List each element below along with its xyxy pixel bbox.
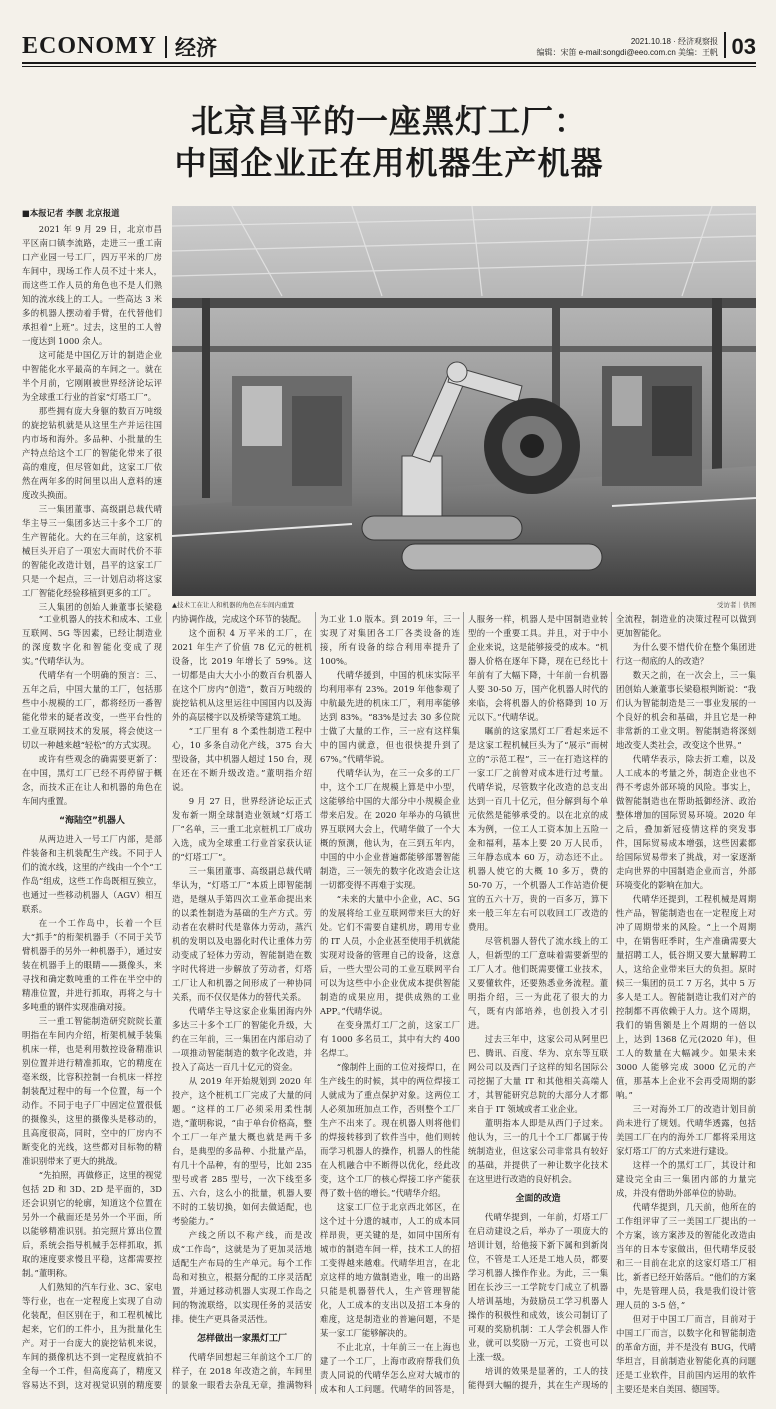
paragraph: 尽管机器人替代了流水线上的工人，但新型的工厂意味着需要新型的工厂人才。他们既需要懂工业技术，又要懂软件，还要熟悉业务流程。董明指介绍，三一为此花了很大的力气，既有内部培养，也创投入才引进。 [468, 936, 608, 1030]
section-name-cn: 经济 [175, 35, 217, 60]
photo-caption [172, 598, 756, 612]
column-rule [166, 612, 167, 1394]
masthead-meta [537, 36, 719, 58]
paragraph: “像制件上面的工位对接焊口，在生产线生的时候，其中的两位焊接工人就成为了重点保护对象。这两位工人必须加班加点工作，否则整个工厂生产不出来了。现在机器人则将他们的焊接转移到了软件当中，他们则转而学习机器人的操作，机器人的性能在人机融合中不断得以优化，经此改变，这个工厂的核心焊接工序产能获得了数十倍的增长。”代晴华介绍。 [320, 1062, 460, 1198]
page-number: 03 [731, 34, 756, 59]
paragraph: 人服务一样，机器人是中国制造业转型的一个重要工具。并且，对于中小企业来说，这是能够接受的成本。“机器人价格在逐年下降，现在已经比十年前有了大幅下降，十年前一台机器人要 30-50 万，国产化机器人时代的来临，会将机器人的价格降到 10 万元以下。”代晴华说。 [468, 614, 608, 722]
date-line: 2021.10.18 · 经济观察报 [630, 37, 719, 46]
paragraph: 内协调作战，完成这个环节的装配。 [172, 614, 306, 624]
paragraph: 董明指本人即是从西门子过来。他认为，三一的几十个工厂都属于传统制造业，但这家公司非常具有较好的基础，并提供了一种让数字化技术在这里进行改造的良好机会。 [468, 1118, 608, 1184]
paragraph: 代晴华回想起三年前这个工厂的样子，在 2018 年改造之前，车间里的景象一眼看去杂乱无章，推满物料 [172, 1352, 312, 1390]
photo-credit: 受访者｜供图 [717, 601, 756, 609]
paragraph: 不止北京，十年前三一在上海也建了一个工厂，上海市政府帮我们负责人同说的代晴华怎么应对大城市的成本和人工问题。代晴华的回答是， [320, 1342, 460, 1394]
paragraph: 代晴华认为，在三一众多的工厂中，这个工厂在规模上算是中小型，这能够给中国的大部分中小规模企业带来启发。在 2020 年举办的乌镇世界互联网大会上，代晴华做了一个大概的预测，他认为，在三到五年内，中国的中小企业普遍都能够部署智能制造，三一领先的数字化改造会让这一切都变得不再难于实现。 [320, 768, 460, 890]
factory-illustration [172, 206, 756, 596]
subheading: “海陆空”机器人 [59, 816, 125, 826]
paragraph: 三一重工智能制造研究院院长董明指在车间内介绍，桁架机械手装集机床一样，也是利用数控设备精准识别位置并进行精准抓取，它的精度在毫米级，比容积控制一台机床一样控制装配过程中的每一个位置，每一个动作。不同于电子厂中固定位置很低的摄像头，这里的摄像头是移动的，且高度很高，同时，空中的厂房内不断变化的光线，这些都对目标物的精准识别带来了更大的挑战。 [22, 1016, 162, 1166]
editor-line: 编辑：宋笛 e-mail:songdi@eeo.com.cn 美编：王帆 [536, 48, 719, 57]
section-divider [165, 36, 167, 58]
paragraph: 人们熟知的汽车行业、3C、家电等行业，也在一定程度上实现了自动化装配，但区别在于，和工程机械比起来，它们的工件小，且为批量化生产。对于一台庞大的旋挖钻机来说，车间的摄像机达不到一定程度就拍不全每一个工件，但高度高了，精度又容易达不到，这对视觉识别的精度要 [22, 1282, 162, 1390]
paragraph: 代晴华表示，除去折工难，以及人工成本的考量之外，制造企业也不得不考虑外部环境的风险。事实上，做智能制造也在帮助抵御经济、政治整体增加的国际贸易环境。2020 年之后，叠加新冠疫情这样的突发事件，国际贸易成本增强，这些因素都给国际贸易带来了挑战，对一家逐渐走向世界的中国制造企业而言，外部环境变化的影响在加大。 [616, 754, 756, 890]
byline: ■本报记者 李靓 北京报道 [22, 208, 120, 218]
paragraph: 这家工厂位于北京西北郊区，在这个过十分遗的城市，人工的成本同样昂贵，更关键的是，如同中国所有城市的制造车间一样，技术工人的招工变得越来越难。代晴华坦言，在北京这样的地方做制造业，唯一的出路只能是机器替代人，生产管理智能化，人工成本的支出以及招工本身的难度，这是制造业的普遍问题，不是某一家工厂能够解决的。 [320, 1202, 460, 1338]
section-name-en: ECONOMY [22, 33, 157, 59]
column-rule [463, 612, 464, 1394]
paragraph: 在变身黑灯工厂之前，这家工厂有 1000 多名员工，其中有大约 400 名焊工。 [320, 1020, 460, 1058]
paragraph: 三一对海外工厂的改造计划目前尚未进行了规划。代晴华透露，包括美国工厂在内的海外工厂都将采用这家灯塔工厂的方式来进行建设。 [616, 1104, 756, 1156]
masthead-right [537, 32, 756, 58]
paragraph: 三一集团董事、高级副总裁代晴华认为，“灯塔工厂”本质上即智能制造，是继从手第四次工业革命提出来的以柔性制造为基础的生产方式。劳动者在农耕时代是靠体力劳动，蒸汽机的发明以及电器化时代让重体力劳动变成了轻体力劳动，智能制造在数字时代将进一步解放了劳动者，灯塔工厂让人和机器之间形成了一种协同关系，而不仅仅是体力的替代关系。 [172, 866, 312, 1002]
caption-text: ▲技术工在让人和机器的角色在车间内重置 [172, 601, 294, 609]
paragraph: 这个面积 4 万平米的工厂，在 2021 年生产了价值 78 亿元的桩机设备，比 2019 年增长了 59%。这一切都是由大大小小的数百台机器人在这个厂房内“创造”，数百万吨级的旋挖钻机从这里运往中国国内以及海外的高层楼宇以及桥梁等建筑工地。 [172, 628, 312, 722]
paragraph: 这可能是中国亿万计的制造企业中智能化水平最高的车间之一。就在半个月前，它刚刚被世界经济论坛评为全球重工行业的首家“灯塔工厂”。 [22, 350, 162, 402]
headline-line-2: 中国企业正在用机器生产机器 [174, 144, 604, 182]
paragraph: “工厂里有 8 个柔性制造工程中心，10 多条自动化产线，375 台大型设备，其中机器人超过 150 台，现在还在不断升级改造。”董明指介绍说。 [172, 726, 312, 792]
column-rule [611, 612, 612, 1394]
headline-line-1: 北京昌平的一座黑灯工厂： [190, 102, 587, 140]
subheading: 怎样做出一家黑灯工厂 [196, 1334, 287, 1344]
article-column-4 [468, 612, 608, 1394]
headline [22, 100, 756, 184]
subheading: 全面的改造 [515, 1194, 561, 1204]
paragraph: 为工业 1.0 版本。到 2019 年，三一实现了对集团各工厂各类设备的连接，所有设备的综合利用率提升了 100%。 [320, 614, 460, 666]
paragraph: 从 2019 年开始规划到 2020 年投产，这个桩机工厂完成了大量的问题。“这样的工厂必须采用柔性制造，”董明称说，“由于单台价格高，整个工厂一年产量大概也就是两千多台，是典型的多品种、小批量产品，有几十个品种，有的型号，比如 235 型号或者 285 型号，一次下线至多五、六台，这么小的批量，机器人要不时的工装切换，如何去做适配，也考验能力。” [172, 1076, 312, 1226]
paragraph: 这样一个的黑灯工厂，其设计和建设完全由三一集团内部的力量完成，并没有借助外部单位的协助。 [616, 1160, 756, 1198]
factory-photo [172, 206, 756, 596]
column-rule [315, 612, 316, 1394]
masthead-rule-thin [22, 66, 756, 67]
paragraph: 但对于中国工厂而言，目前对于中国工厂而言，以数字化和智能制造的革命方面，并不是没有 BUG，代晴华坦言，目前制造业智能化真的问题还是工业软件，目前国内运用的软件主要还是来自美国、德国等。 [616, 1314, 756, 1394]
paragraph: “先拍照，再做修正，这里的视觉包括 2D 和 3D、2D 是平面的，3D 还会识别它的轮廓，知道这个位置在另外一个截面还是另外一个平面，所以能够精准识别。拍完照片算出位置后，系统会指导机械手怎样抓取，抓取的速度要求慢且平稳，这都需要控制。”董明称。 [22, 1170, 162, 1278]
paragraph: 代晴华主导这家企业集团海内外多达三十多个工厂的智能化升级，大约在三年前，三一集团在内部启动了一项推动智能制造的数字化改造，并投入了高达一百几十亿元的资金。 [172, 1006, 312, 1072]
paragraph: 9 月 27 日，世界经济论坛正式发布新一期全球制造业领域“灯塔工厂”名单，三一重工北京桩机工厂成功入选，成为全球重工行业首家获认证的“灯塔工厂”。 [172, 796, 312, 862]
paragraph: 三一集团董事、高级副总裁代晴华主导三一集团多达三十多个工厂的生产智能化。大约在三年前，这家机械巨头开启了一项宏大而时代价不菲的智能化改造计划，昌平的这家工厂只是一个起点，三一计划启动将这家工厂智能化经验移植到更多的工厂。 [22, 504, 162, 598]
paragraph: “未来的大量中小企业，AC、5G 的发展将给工业互联网带来巨大的好处。它们不需要自建机房，聘用专业的 IT 人员，小企业甚至使用手机就能实现对设备的管理自己的设备，这意后，一些大型公司的工业互联网平台可以为这些中小企业优成本提供智能制造的成果应用，提供成熟的工业 APP。”代晴华说。 [320, 894, 460, 1016]
paragraph: 三人集团的创始人兼董事长梁稳 [38, 602, 162, 612]
paragraph: 从两边进入一号工厂内部，是部件装备和主机装配生产线。不同于人们的流水线，这里的产线由一个个“工作岛”组成，这些工作岛既相互独立，也通过一些移动机器人（AGV）相互联系。 [22, 834, 162, 914]
paragraph: 代晴华还提到，工程机械是周期性产品，智能制造也在一定程度上对冲了周期带来的风险。“上一个周期中，在销售旺季时，生产准确需要大量招聘工人，低谷期又要大量解聘工人，这给企业带来巨大的负担。原时候三一集团的员工 7 万名，其中 5 万多人是工人。智能制造让我们对产的控制都不再依赖于人力。这个周期，我们的销售额是上个周期的一倍以上，达到 1368 亿元(2020 年)，但工人的数量在大幅减少。如果未来 3000 人能够完成 3000 亿元的产值，那基本上企业不会再受周期的影响。” [616, 894, 756, 1100]
paragraph: 代晴华援到，中国的机床实际平均利用率有 23%。2019 年他参观了中航最先进的机床工厂，利用率能够达到 83%。“83%是过去 30 多位院士做了大量的工作，三一应有这样集中的国内就意，但也很快提升到了 67%。”代晴华说。 [320, 670, 460, 764]
article-column-1 [22, 612, 162, 1394]
paragraph: 过去三年中，这家公司从阿里巴巴、腾讯、百度、华为、京东等互联网公司以及西门子这样的知名国际公司挖掘了大量 IT 和其他相关高端人才，其智能研究总院的大部分人才都来自于 IT 领域或者工业企业。 [468, 1034, 608, 1114]
paragraph: “工业机器人的技术和成本、工业互联网、5G 等因素，已经让制造业的深度数字化和智能化变成了现实。”代晴华认为。 [22, 614, 162, 666]
paragraph: 2021 年 9 月 29 日，北京市昌平区南口镇李流路，走进三一重工南口产业园一号工厂，四万平米的厂房车间中，现场工作人员不过十来人，而这些工作人员的角色也不是人们熟知的流水线上的工人。一些高达 3 米多的机器人摆动着手臂，在代替他们承担着“上班”。过去，这里的工人曾一度达到 1000 余人。 [22, 224, 162, 346]
paragraph: 那些拥有庞大身躯的数百万吨级的旋挖钻机就是从这里生产并运往国内市场和海外。多品种、小批量的生产特点给这个工厂的智能化带来了很高的难度，但尽管如此，这家工厂依然在两年多的时间里以出人意料的速度改头换面。 [22, 406, 162, 500]
paragraph: 产线之所以不称产线，而是改成“工作岛”，这就是为了更加灵活地适配生产布局的生产单元。每个工作岛和对独立，根据分配的工序灵活配置，并通过移动机器人实现工作岛之间的物流联络，以实现任务的灵活安排。使生产更具备灵活性。 [172, 1230, 312, 1324]
masthead [22, 14, 756, 58]
paragraph: 数天之前，在一次会上，三一集团创始人兼董事长梁稳根判断说：“我们认为智能制造是三一事业发展的一个良好的机会和基础，并且它是一种非常新的工业文明。智能制造将深刻地改变人类社会，改变这个世界。” [616, 670, 756, 750]
paragraph: 代晴华提到，几天前，他所在的工作组评审了三一美国工厂提出的一个方案，该方案涉及的智能化改造由当年的日本专家做出，但代晴华反驳和三一目前在北京的这家灯塔工厂相比，新者已经开始落后。“他们的方案中，先是管理人员，我是我们设计管理人员的 3-5 倍，” [616, 1202, 756, 1310]
page-divider [724, 32, 726, 58]
paragraph: 瞩前的这家黑灯工厂看起来远不是这家工程机械巨头为了“展示”而树立的“示范工程”，三一在打造这样的一家工厂之前曾对成本进行过考量。代晴华说，尽管数字化改造的总支出达到一百几十亿元，但分解到每个单元依然是能够承受的。以在北京的成本为例，一位工人工资本加上五险一金和福利，基本上要 20 万人民币，三年静态成本 60 万，动态还不止。机器人使它的大概 10 多万，费的 50-70 万，一个机器人工作站造价便宜的五六十万，贵的一百多万，算下来一般三年左右可以收回工厂改造的费用。 [468, 726, 608, 932]
article-column-5 [616, 612, 756, 1394]
paragraph: 或许有些观念的确需要更新了：在中国，黑灯工厂已经不再停留于概念，而技术正在让人和机器的角色在车间内重置。 [22, 754, 162, 806]
paragraph: 全流程，制造业的决策过程可以做到更加智能化。 [616, 614, 756, 638]
masthead-rule [22, 62, 756, 64]
article-column-3 [320, 612, 460, 1394]
paragraph: 培训的效果是显著的，工人的技能得到大幅的提升，其在生产现场的 [468, 1366, 608, 1390]
paragraph: 为什么要不惜代价在整个集团进行这一彻底的人的改造？ [616, 642, 756, 666]
lead-column [22, 206, 162, 612]
paragraph: 代晴华提到，一年前，灯塔工厂在启动建设之后，举办了一项庞大的培训计划，给他接下新下属和到新岗位，不管是工人还是工地人员，都要学习机器人操作作业。为此，三一集团在长沙三一工学院专门成立了机器人培训基地，为鼓励员工学习机器人操作的积极性和成效，该公司制订了可观的奖励机制：工人学会机器人作业，就可以奖励一万元，工资也可以上涨一级。 [468, 1212, 608, 1362]
paragraph: 在一个工作岛中，长着一个巨大“抓手”的桁架机器手（不同于关节臂机器手的另外一种机器手），通过安装在机器手上的眼睛——摄像头，来寻找和确定数吨重的工件在半空中的精准位置，并进行抓取，再将之与十多吨重的钢件实现准确对接。 [22, 918, 162, 1012]
paragraph: 代晴华有一个明确的预言：三、五年之后，中国大量的工厂，包括那些中小规模的工厂，都将经历一番智能化带来的疑者改变，一些平台性的工业互联网技术的发展，将会使这一切以一种越来越“轻松”的方式实现。 [22, 670, 162, 750]
article-column-2 [172, 612, 312, 1394]
